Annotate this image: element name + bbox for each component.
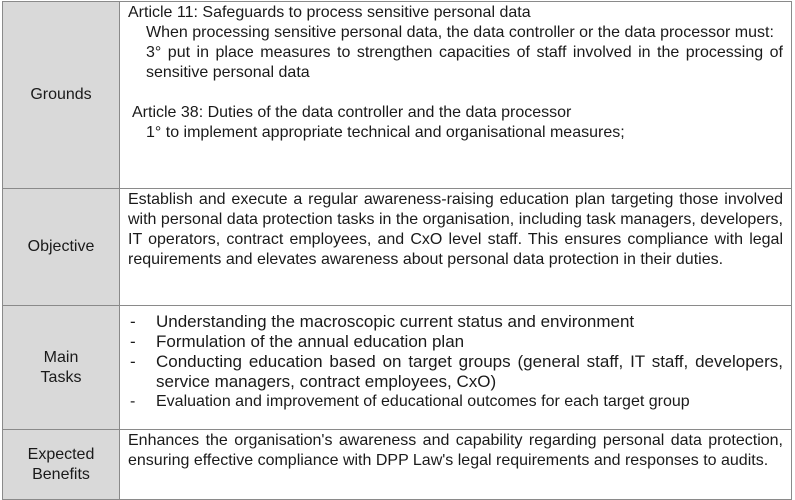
list-item <box>128 312 783 332</box>
task-text: Formulation of the annual education plan <box>156 332 465 351</box>
objective-text: Establish and execute a regular awareness-raising education plan targeting those involved with personal data protection tasks in the organisation, including task managers, developers, IT operators, contract employees, and CxO level staff. This ensures compliance with legal requirements and elevates awareness about personal data protection in their duties. <box>120 189 792 306</box>
article-11-title: Article 11: Safeguards to process sensitive personal data <box>128 4 531 21</box>
expected-benefits-label-line2: Benefits <box>32 465 90 483</box>
grounds-row <box>3 2 792 189</box>
task-text: Conducting education based on target groups (general staff, IT staff, developers, service managers, contract employees, CxO) <box>156 352 783 391</box>
objective-label: Objective <box>3 189 120 306</box>
article-11-intro: When processing sensitive personal data, the data controller or the data processor must: <box>146 24 774 41</box>
expected-benefits-row <box>3 430 792 500</box>
article-11-item: 3° put in place measures to strengthen capacities of staff involved in the processing of sensitive personal data <box>146 44 783 81</box>
list-item <box>128 332 783 352</box>
main-tasks-label-line1: Main <box>43 348 79 366</box>
objective-row <box>3 189 792 306</box>
grounds-content <box>120 2 792 189</box>
main-tasks-label-line2: Tasks <box>40 368 82 386</box>
article-38-title: Article 38: Duties of the data controller and the data processor <box>132 104 572 121</box>
bullet: - <box>130 352 136 371</box>
bullet: - <box>130 332 136 351</box>
bullet: - <box>130 393 136 410</box>
expected-benefits-text: Enhances the organisation's awareness and capability regarding personal data protection, ensuring effective compliance with DPP Law's legal requirements and responses to audits. <box>120 430 792 500</box>
list-item <box>128 352 783 392</box>
expected-benefits-label-line1: Expected <box>27 445 95 463</box>
task-text: Understanding the macroscopic current status and environment <box>156 312 635 331</box>
spacer <box>128 83 783 103</box>
article-38-item: 1° to implement appropriate technical and organisational measures; <box>146 124 625 141</box>
bullet: - <box>130 312 136 331</box>
main-tasks-row <box>3 306 792 430</box>
measures-table <box>2 1 792 500</box>
grounds-label: Grounds <box>3 2 120 189</box>
task-list <box>128 312 783 412</box>
task-text: Evaluation and improvement of educational outcomes for each target group <box>156 393 690 410</box>
main-tasks-content <box>120 306 792 430</box>
expected-benefits-label <box>3 430 120 500</box>
main-tasks-label <box>3 306 120 430</box>
list-item <box>128 392 783 412</box>
